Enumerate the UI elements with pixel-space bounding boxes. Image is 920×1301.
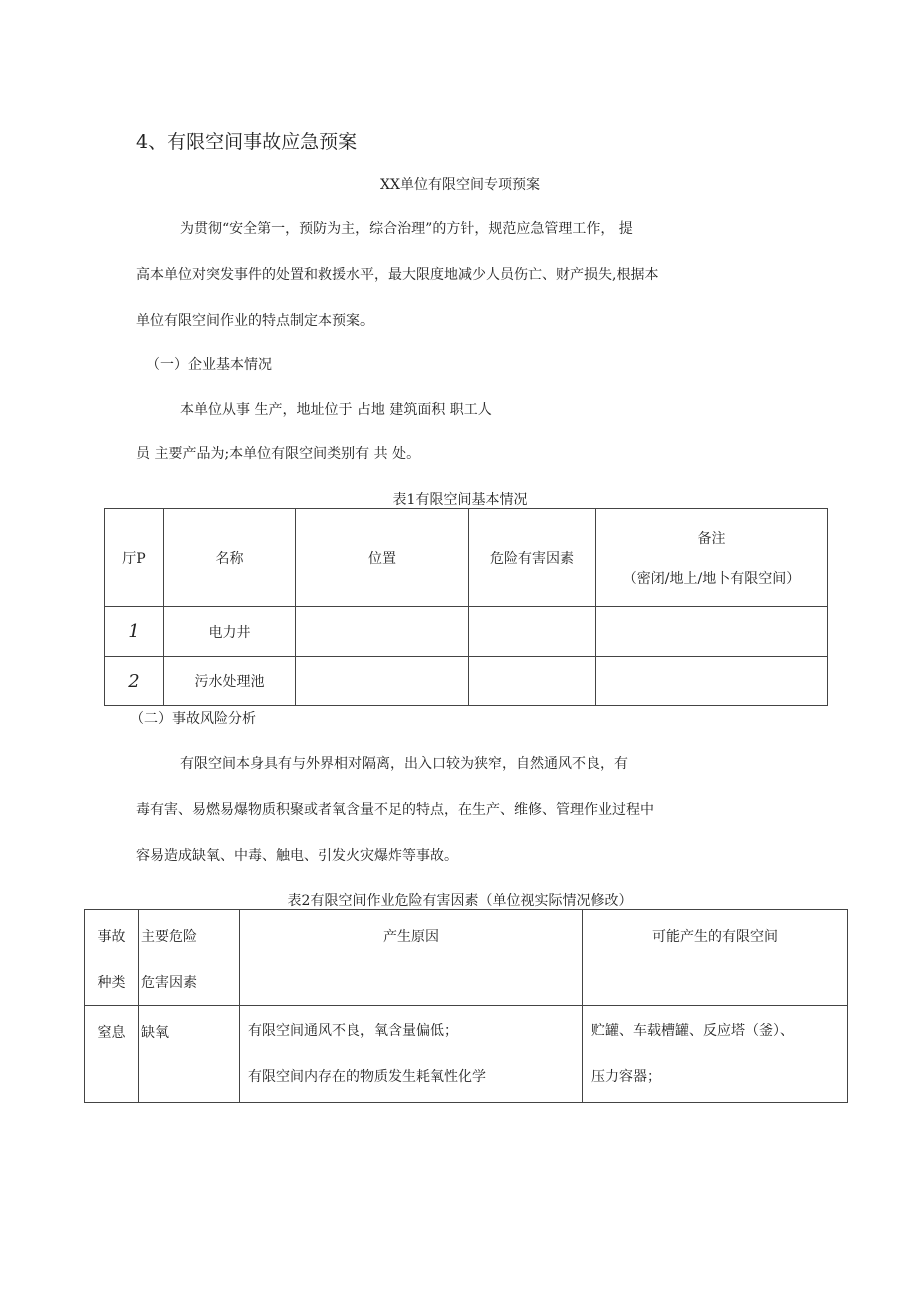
table-1 [104, 508, 828, 706]
header-factor-line-1: 主要危险 [141, 929, 197, 945]
intro-line-3: 单位有限空间作业的特点制定本预案。 [136, 313, 374, 329]
row-location [296, 607, 469, 657]
header-space-text: 可能产生的有限空间 [652, 929, 778, 945]
table-row [85, 1006, 848, 1103]
header-cause [240, 910, 583, 1006]
row-accident-type [85, 1006, 139, 1103]
row-factor-text: 缺氧 [141, 1025, 169, 1041]
row-cause [240, 1006, 583, 1103]
header-accident-type [85, 910, 139, 1006]
header-note [596, 509, 828, 607]
table-1-caption: 表1有限空间基本情况 [392, 492, 528, 508]
header-factor-line-2: 危害因素 [141, 975, 197, 991]
table-row [105, 657, 828, 706]
header-note-title: 备注 [697, 530, 726, 547]
table-1-header-row [105, 509, 828, 607]
row-type-text: 窒息 [97, 1025, 126, 1041]
section-1-heading: （一）企业基本情况 [146, 357, 272, 373]
document-title: XX单位有限空间专项预案 [380, 177, 540, 193]
row-seq: 2 [105, 657, 164, 706]
row-name: 污水处理池 [164, 657, 296, 706]
intro-line-1: 为贯彻“安全第一，预防为主，综合治理”的方针，规范应急管理工作， 提 [180, 221, 633, 237]
header-seq: 厅P [105, 509, 164, 607]
row-space-line-1: 贮罐、车载槽罐、反应塔（釜）、 [591, 1023, 794, 1039]
section-2-heading: （二）事故风险分析 [130, 711, 256, 727]
row-space-line-2: 压力容器； [591, 1069, 661, 1085]
header-possible-space [583, 910, 848, 1006]
header-name: 名称 [164, 509, 296, 607]
row-hazard [469, 657, 596, 706]
section-2-line-1: 有限空间本身具有与外界相对隔离，出入口较为狭窄，自然通风不良，有 [180, 756, 628, 772]
section-2-line-2: 毒有害、易燃易爆物质积聚或者氧含量不足的特点，在生产、维修、管理作业过程中 [136, 802, 654, 818]
table-2-caption: 表2有限空间作业危险有害因素（单位视实际情况修改） [287, 893, 633, 909]
header-hazard: 危险有害因素 [469, 509, 596, 607]
header-note-sub: （密闭/地上/地卜有限空间） [622, 570, 801, 587]
row-location [296, 657, 469, 706]
header-location: 位置 [296, 509, 469, 607]
header-hazard-factor [139, 910, 240, 1006]
table-row [105, 607, 828, 657]
row-name: 电力井 [164, 607, 296, 657]
header-type-line-2: 种类 [97, 975, 126, 991]
section-1-line-1: 本单位从事 生产，地址位于 占地 建筑面积 职工人 [180, 402, 492, 418]
row-hazard [469, 607, 596, 657]
table-2 [84, 909, 848, 1103]
row-cause-line-1: 有限空间通风不良，氧含量偏低； [248, 1023, 458, 1039]
header-type-line-1: 事故 [97, 929, 126, 945]
row-note [596, 607, 828, 657]
row-note [596, 657, 828, 706]
header-cause-text: 产生原因 [383, 929, 439, 945]
row-cause-line-2: 有限空间内存在的物质发生耗氧性化学 [248, 1069, 486, 1085]
section-1-line-2: 员 主要产品为;本单位有限空间类别有 共 处。 [136, 446, 421, 462]
section-2-line-3: 容易造成缺氧、中毒、触电、引发火灾爆炸等事故。 [136, 848, 458, 864]
row-hazard-factor [139, 1006, 240, 1103]
table-2-header-row [85, 910, 848, 1006]
intro-line-2: 高本单位对突发事件的处置和救援水平，最大限度地减少人员伤亡、财产损失,根据本 [136, 267, 659, 283]
row-possible-space [583, 1006, 848, 1103]
row-seq: 1 [105, 607, 164, 657]
section-title: 4、有限空间事故应急预案 [136, 131, 358, 153]
